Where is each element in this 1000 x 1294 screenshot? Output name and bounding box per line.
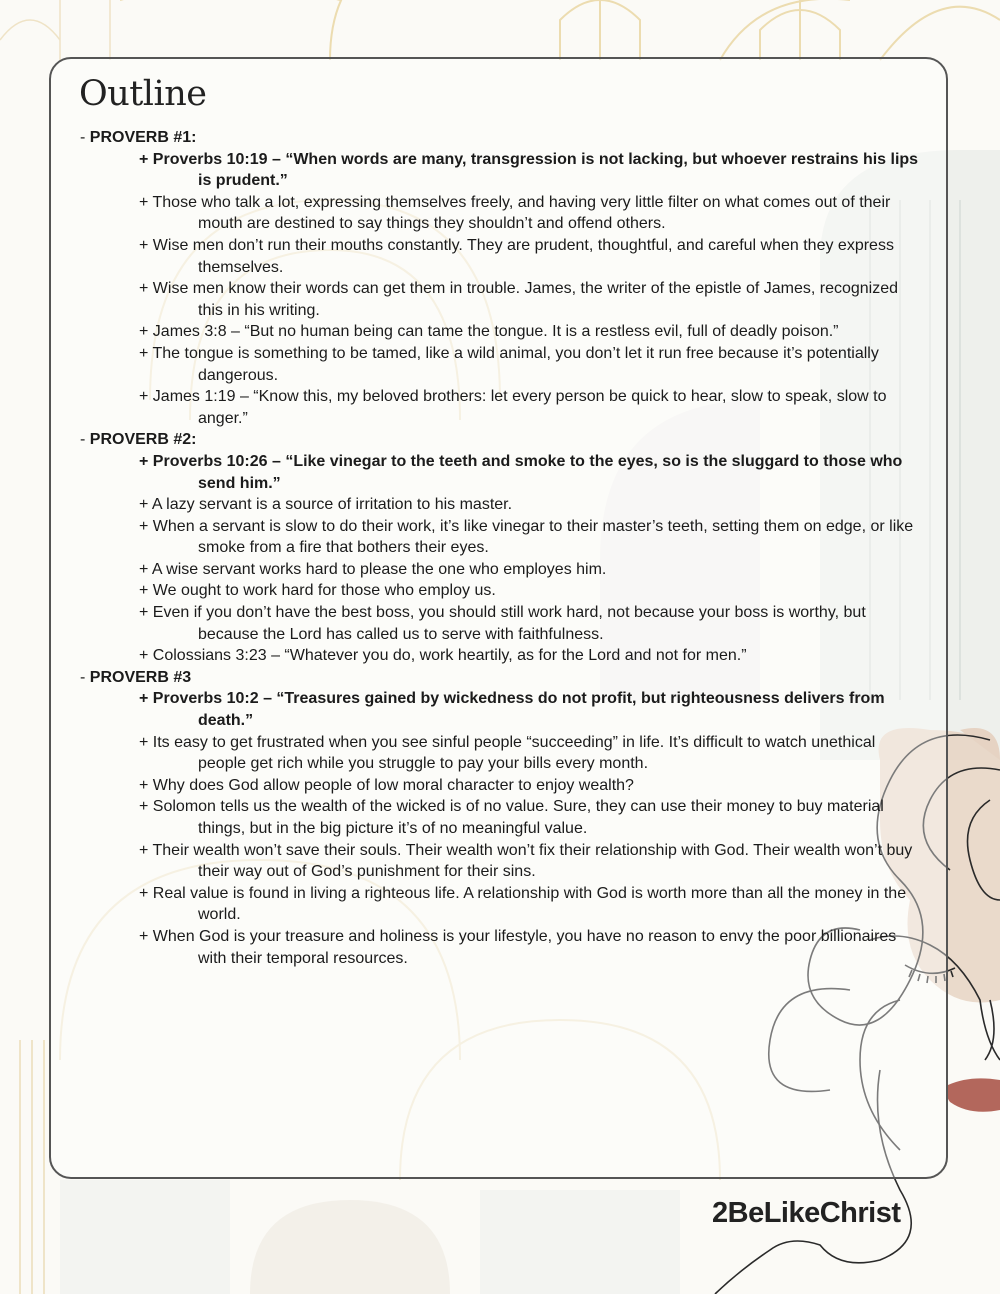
outline-item: + Wise men know their words can get them in trouble. James, the writer of the epistle of James, recognized this in his writing. (139, 280, 899, 319)
outline-item: + The tongue is something to be tamed, like a wild animal, you don’t let it run free because it’s potentially dangerous. (139, 344, 879, 384)
outline-item: + Even if you don’t have the best boss, you should still work hard, not because your boss is worthy, but because the Lord has called us to serve with faithfulness. (139, 604, 866, 643)
brand-logo-text: 2BeLikeChrist (712, 1197, 901, 1229)
page-title: Outline (79, 74, 207, 114)
outline-item: + Its easy to get frustrated when you see sinful people “succeeding” in life. It’s difficult to watch unethical people get rich while you struggle to pay your bills every month. (139, 733, 876, 773)
outline-item: + Real value is found in living a righteous life. A relationship with God is worth more than all the money in the world. (139, 884, 907, 924)
outline-item: + Proverbs 10:2 – “Treasures gained by wickedness do not profit, but righteousness delivers from death.” (139, 690, 885, 730)
outline-item: + Wise men don’t run their mouths constantly. They are prudent, thoughtful, and careful when they express themselves. (139, 236, 894, 276)
outline-item: + Colossians 3:23 – “Whatever you do, work heartily, as for the Lord and not for men.” (139, 647, 747, 665)
outline-item: + James 1:19 – “Know this, my beloved brothers: let every person be quick to hear, slow to speak, slow to anger.” (139, 388, 887, 427)
outline-item: + Proverbs 10:19 – “When words are many, transgression is not lacking, but whoever restrains his lips is prudent.” (139, 150, 919, 190)
outline-item: + Solomon tells us the wealth of the wicked is of no value. Sure, they can use their money to buy material things, but in the big picture it’s of no meaningful value. (139, 798, 884, 837)
outline-item: + A wise servant works hard to please the one who employes him. (139, 560, 607, 578)
outline-item: + We ought to work hard for those who employ us. (139, 582, 496, 600)
outline-list (80, 127, 925, 969)
outline-item: + Why does God allow people of low moral character to enjoy wealth? (139, 776, 634, 794)
outline-item: + Those who talk a lot, expressing themselves freely, and having very little filter on what comes out of their mouth are destined to say things they shouldn’t and offend others. (139, 193, 891, 233)
section-heading-proverb-2: - PROVERB #2: (80, 431, 197, 449)
outline-item: + A lazy servant is a source of irritation to his master. (139, 496, 513, 514)
outline-item: + Their wealth won’t save their souls. Their wealth won’t fix their relationship with God. Their wealth won’t buy their way out of God’s punishment for their sins. (139, 841, 913, 881)
section-heading-proverb-3: - PROVERB #3 (80, 668, 192, 686)
outline-item: + James 3:8 – “But no human being can tame the tongue. It is a restless evil, full of deadly poison.” (139, 323, 839, 341)
outline-item: + When a servant is slow to do their work, it’s like vinegar to their master’s teeth, setting them on edge, or like smoke from a fire that bothers their eyes. (139, 517, 914, 557)
outline-item: + Proverbs 10:26 – “Like vinegar to the teeth and smoke to the eyes, so is the sluggard to those who send him.” (139, 452, 903, 492)
outline-item: + When God is your treasure and holiness is your lifestyle, you have no reason to envy the poor billionaires with their temporal resources. (139, 927, 897, 967)
section-heading-proverb-1: - PROVERB #1: (80, 129, 197, 146)
